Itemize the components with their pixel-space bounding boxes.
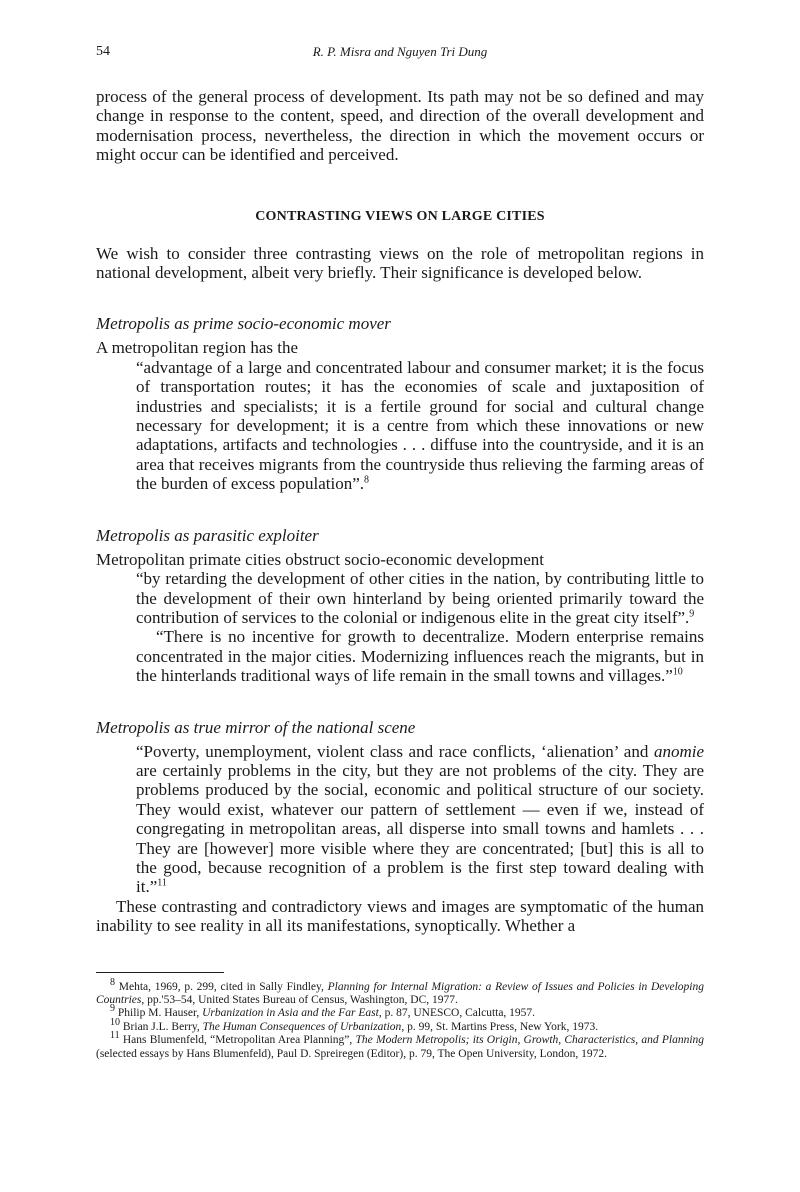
footnote-text: , p. 99, St. Martins Press, New York, 1973. [401,1020,599,1033]
section-heading: CONTRASTING VIEWS ON LARGE CITIES [255,208,545,224]
page-number: 54 [96,44,110,59]
subhead-parasitic-exploiter: Metropolis as parasitic exploiter [96,525,319,545]
footnote-number: 8 [110,976,115,988]
view2-quote-2-text: “There is no incentive for growth to decentralize. Modern enterprise remains concentrated in the major cities. Modernizing influences reach the migrants, but in the hinterlands traditional ways of life remain in the small towns and villages.” [136,627,704,686]
footnote-title: Planning for Internal Migration: a Review of Issues and Policies in Developing Countries [96,980,705,1006]
view2-quote-1-text: “by retarding the development of other cities in the nation, by contributing little to the development of their own hinterland by being oriented primarily toward the contribution of services to the colonial or indigenous elite in the great city itself”. [136,569,704,627]
view2-lead: Metropolitan primate cities obstruct socio-economic development [96,549,545,569]
footnote-ref-11: 11 [157,877,167,889]
view3-quote-emphasis: anomie [653,741,704,761]
page [96,44,704,1061]
footnote-text: Brian J.L. Berry, [122,1020,203,1033]
subhead-prime-mover: Metropolis as prime socio-economic mover [96,314,391,334]
footnote-ref-10: 10 [672,666,683,678]
footnote-title: The Human Consequences of Urbanization [202,1020,402,1033]
view3-quote-part-a: “Poverty, unemployment, violent class and race conflicts, ‘alienation’ and [136,741,654,761]
footnote-11 [96,1030,705,1061]
footnote-text: Mehta, 1969, p. 299, cited in Sally Findley, [118,980,328,993]
footnote-text: Hans Blumenfeld, “Metropolitan Area Planning”, [122,1034,356,1047]
section-intro-paragraph: We wish to consider three contrasting views on the role of metropolitan regions in national development, albeit very briefly. Their significance is developed below. [96,243,704,283]
closing-paragraph: These contrasting and contradictory views and images are symptomatic of the human inability to see reality in all its manifestations, synoptically. Whether a [96,896,704,936]
view1-quote [136,358,704,494]
footnote-title: Urbanization in Asia and the Far East [202,1007,379,1020]
view3-quote-part-b: are certainly problems in the city, but they are not problems of the city. They are problems produced by the social, economic and political structure of our society. They would exist, whatever our pattern of settlement — even if we, instead of congregating in metropolitan areas, all disperse into small towns and hamlets . . . They are [however] more visible where they are concentrated; [but] this is all to the good, because recognition of a problem is the first step toward dealing with it.” [136,760,704,897]
footnote-number: 9 [110,1003,115,1015]
intro-paragraph: process of the general process of development. Its path may not be so defined and may change in response to the content, speed, and direction of the overall development and modernisation process, nevertheless, the direction in which the movement occurs or might occur can be identified and perceived. [96,87,704,165]
view2-quote-1 [136,569,704,627]
footnote-title: The Modern Metropolis; its Origin, Growth, Characteristics, and Planning [355,1034,705,1047]
footnote-ref-8: 8 [364,474,370,486]
footnote-text: (selected essays by Hans Blumenfeld), Paul D. Spreiregen (Editor), p. 79, The Open University, London, 1972. [96,1047,608,1060]
footnote-rule [96,972,224,973]
view1-quote-text: “advantage of a large and concentrated labour and consumer market; it is the focus of transportation routes; it has the economies of scale and juxtaposition of industries and specialists; it is a fertile ground for social and cultural change necessary for development; it is a centre from which these innovations or new adaptations, artifacts and technologies . . . diffuse into the countryside, and it is an area that receives migrants from the countryside thus relieving the farming areas of the burden of excess population”. [136,357,704,494]
footnote-9 [96,1003,704,1020]
running-title: R. P. Misra and Nguyen Tri Dung [312,44,488,59]
footnote-number: 11 [110,1030,120,1042]
footnote-10 [96,1016,704,1034]
footnote-text: , p. 87, UNESCO, Calcutta, 1957. [378,1007,536,1020]
view3-quote [136,742,704,897]
running-head [96,44,704,66]
footnote-ref-9: 9 [689,608,695,620]
footnote-text: Philip M. Hauser, [117,1007,203,1020]
footnote-number: 10 [110,1016,120,1028]
footnote-text: , pp.'53–54, United States Bureau of Census, Washington, DC, 1977. [141,994,458,1006]
footnote-8 [96,976,705,1008]
footnotes [96,976,705,1061]
view1-lead: A metropolitan region has the [96,338,299,358]
view2-quote-2 [136,627,704,685]
subhead-true-mirror: Metropolis as true mirror of the national scene [96,717,416,737]
